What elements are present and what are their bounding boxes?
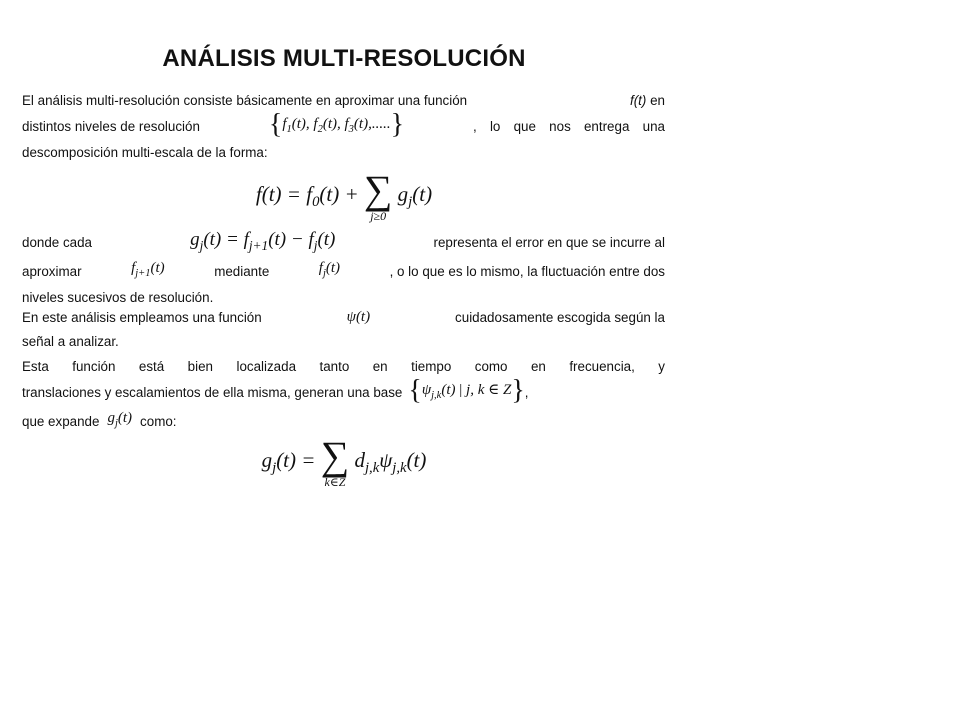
basis-line-2 <box>22 374 665 408</box>
intro-line-1 <box>22 89 665 113</box>
detail-text-2: representa el error en que se incurre al <box>433 234 665 250</box>
basis-line-1: Esta función está bien localizada tanto en tiempo como en frecuencia, y <box>22 359 665 374</box>
intro-line-2 <box>22 108 665 142</box>
f-of-t: f(t) <box>630 93 647 108</box>
wavelet-line-1 <box>22 306 665 330</box>
detail-line-2 <box>22 257 665 286</box>
intro-text-1: El análisis multi-resolución consiste básicamente en aproximar una función <box>22 93 468 108</box>
detail-paragraph <box>22 228 665 309</box>
intro-text-en: en <box>650 93 665 108</box>
wavelet-text-1: En este análisis empleamos una función <box>22 310 262 325</box>
detail-text-1: donde cada <box>22 234 92 250</box>
wavelet-line-2: señal a analizar. <box>22 333 119 349</box>
wavelet-paragraph <box>22 306 665 353</box>
intro-text-3: , lo que nos entrega una <box>473 119 665 135</box>
basis-paragraph <box>22 355 665 436</box>
basis-line-3 <box>22 407 665 436</box>
detail-text-4: mediante <box>214 263 270 279</box>
basis-text-4: como: <box>140 413 177 429</box>
basis-text-2: translaciones y escalamientos de ella misma, generan una base <box>22 385 403 401</box>
basis-text-3: que expande <box>22 413 100 429</box>
basis-text-comma: , <box>524 385 529 401</box>
detail-line-3: niveles sucesivos de resolución. <box>22 289 214 305</box>
f-j-plus-1-formula: $f_{j+1}(t)$ <box>131 260 165 280</box>
resolution-set-formula: {$f_1(t)$, $f_2(t)$, $f_3(t)$,.....} <box>268 108 405 140</box>
detail-definition-formula: $g_j(t) = f_{j+1}(t) - f_j(t)$ <box>190 229 336 253</box>
detail-line-1 <box>22 228 665 257</box>
psi-formula: ψ(t) <box>346 309 371 325</box>
intro-text-2: distintos niveles de resolución <box>22 119 200 135</box>
intro-paragraph <box>22 89 665 165</box>
intro-line-3: descomposición multi-escala de la forma: <box>22 145 268 161</box>
detail-text-5: , o lo que es lo mismo, la fluctuación entre dos <box>389 263 665 279</box>
slide-title: ANÁLISIS MULTI-RESOLUCIÓN <box>162 45 526 72</box>
decomposition-equation: $f(t) = f_0(t)$ + ∑ j≥0 $g_j(t)$ <box>255 167 433 223</box>
expansion-equation: $g_j(t)$ = ∑ k∈Z $d_{j,k}\psi_{j,k}(t)$ <box>261 433 427 489</box>
basis-set-formula: {$\psi_{j,k}(t)$ | j, k ∈ Z} <box>408 374 525 406</box>
detail-text-3: aproximar <box>22 263 82 279</box>
g-j-formula: $g_j(t)$ <box>107 410 133 430</box>
f-j-formula: $f_j(t)$ <box>318 260 341 280</box>
wavelet-text-2: cuidadosamente escogida según la <box>455 310 665 325</box>
